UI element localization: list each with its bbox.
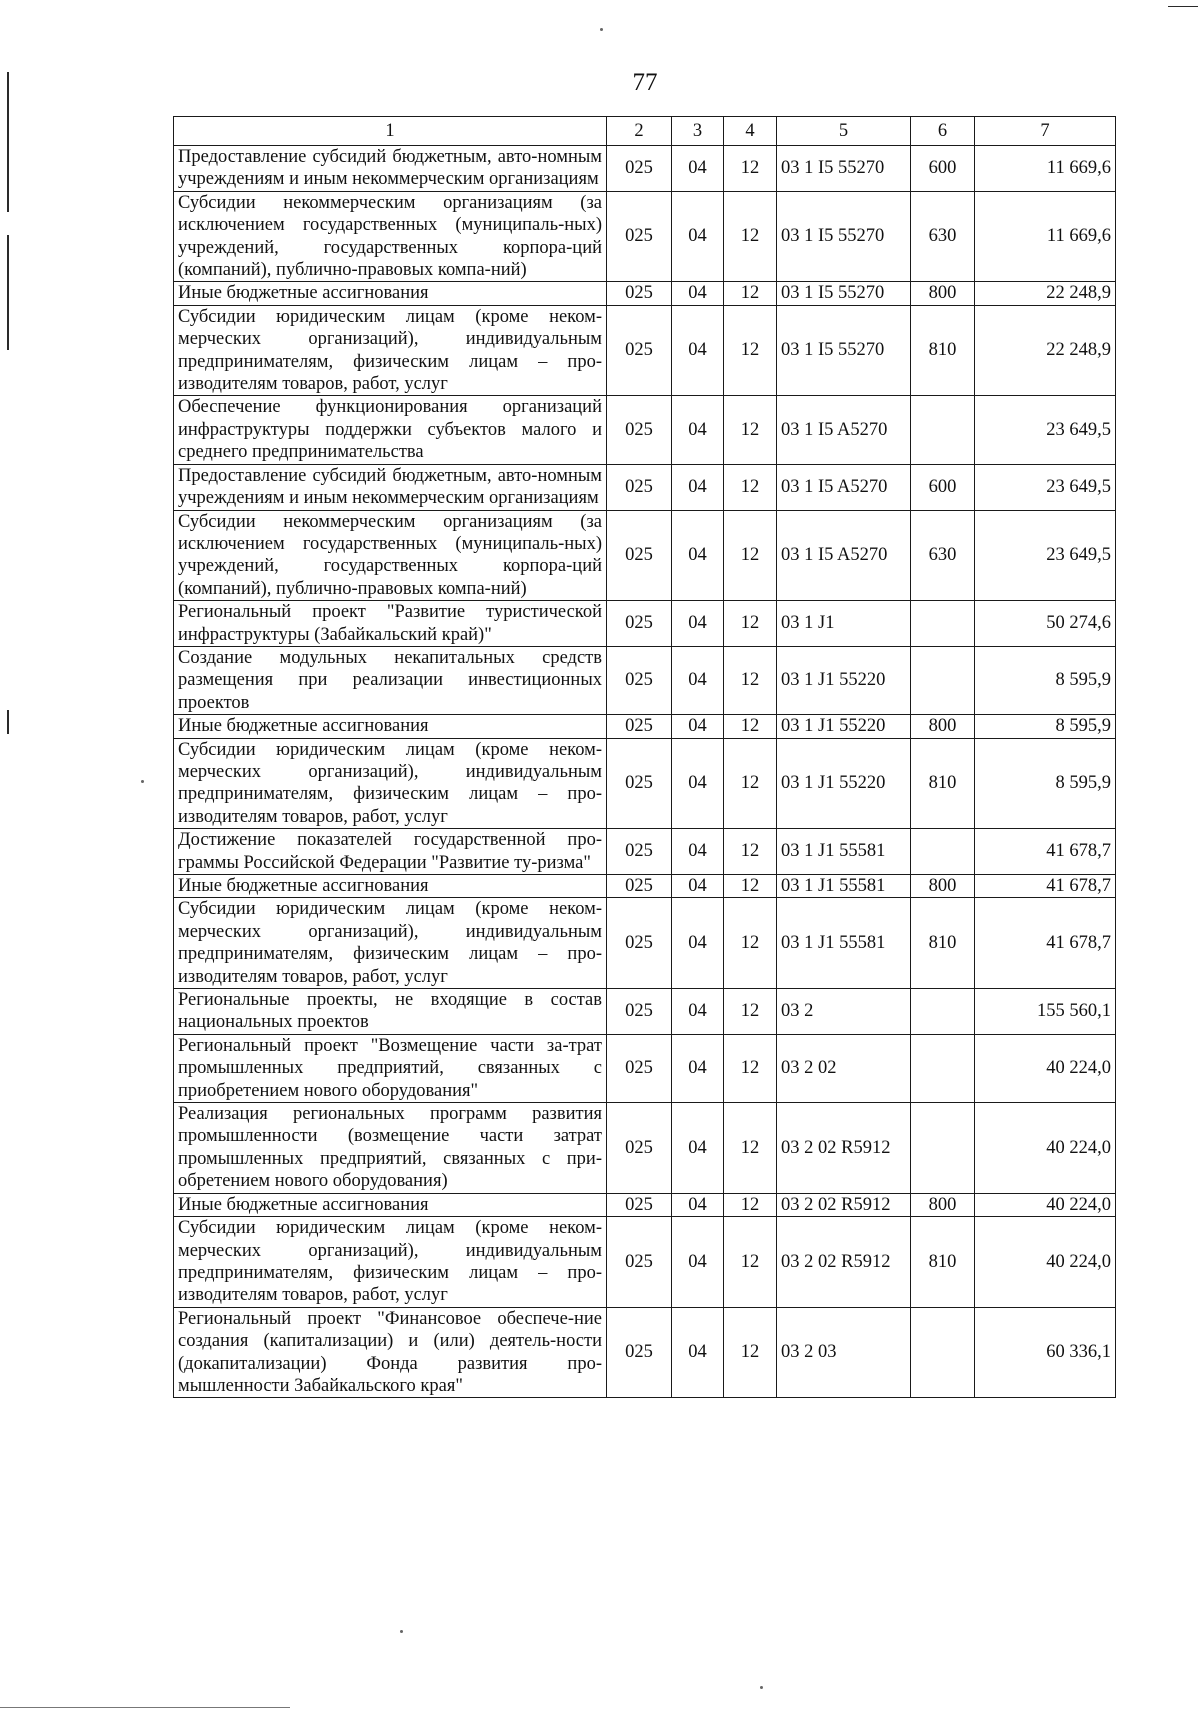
subsection-code-cell: 12 [724, 601, 777, 647]
section-code-cell: 04 [672, 1103, 724, 1194]
section-code-cell: 04 [672, 646, 724, 714]
section-code-cell: 04 [672, 898, 724, 989]
expense-type-cell: 800 [911, 282, 975, 305]
expense-type-cell: 800 [911, 1193, 975, 1216]
scan-margin-line [7, 235, 9, 350]
budget-table [173, 116, 1116, 1398]
expense-type-cell: 630 [911, 510, 975, 601]
subsection-code-cell: 12 [724, 146, 777, 192]
expense-type-cell: 810 [911, 305, 975, 396]
ministry-code-cell: 025 [607, 1103, 672, 1194]
target-article-cell: 03 2 [777, 989, 911, 1035]
subsection-code-cell: 12 [724, 898, 777, 989]
table-row [174, 510, 1116, 601]
target-article-cell: 03 1 I5 55270 [777, 282, 911, 305]
table-row [174, 1034, 1116, 1102]
amount-cell: 8 595,9 [975, 738, 1116, 829]
section-code-cell: 04 [672, 829, 724, 875]
ministry-code-cell: 025 [607, 146, 672, 192]
row-name-cell: Создание модульных некапитальных средств размещения при реализации инвестиционных проектов [174, 646, 607, 714]
table-row [174, 1217, 1116, 1308]
target-article-cell: 03 1 J1 55581 [777, 829, 911, 875]
ministry-code-cell: 025 [607, 989, 672, 1035]
subsection-code-cell: 12 [724, 1307, 777, 1398]
subsection-code-cell: 12 [724, 464, 777, 510]
column-header: 7 [975, 117, 1116, 146]
expense-type-cell [911, 989, 975, 1035]
amount-cell: 22 248,9 [975, 305, 1116, 396]
amount-cell: 41 678,7 [975, 875, 1116, 898]
subsection-code-cell: 12 [724, 305, 777, 396]
section-code-cell: 04 [672, 510, 724, 601]
ministry-code-cell: 025 [607, 305, 672, 396]
scan-speck [600, 28, 603, 31]
subsection-code-cell: 12 [724, 1103, 777, 1194]
row-name-cell: Субсидии некоммерческим организациям (за исключением государственных (муниципаль-ных) учреждений, государственных корпора-ций (компаний), публично-правовых компа-ний) [174, 191, 607, 282]
row-name-cell: Предоставление субсидий бюджетным, авто-номным учреждениям и иным некоммерческим организациям [174, 464, 607, 510]
target-article-cell: 03 2 02 [777, 1034, 911, 1102]
table-row [174, 989, 1116, 1035]
target-article-cell: 03 2 02 R5912 [777, 1103, 911, 1194]
target-article-cell: 03 2 02 R5912 [777, 1193, 911, 1216]
amount-cell: 41 678,7 [975, 898, 1116, 989]
table-row [174, 1307, 1116, 1398]
expense-type-cell [911, 829, 975, 875]
target-article-cell: 03 1 I5 A5270 [777, 464, 911, 510]
ministry-code-cell: 025 [607, 1307, 672, 1398]
amount-cell: 23 649,5 [975, 464, 1116, 510]
section-code-cell: 04 [672, 305, 724, 396]
amount-cell: 23 649,5 [975, 510, 1116, 601]
subsection-code-cell: 12 [724, 1034, 777, 1102]
target-article-cell: 03 1 I5 55270 [777, 305, 911, 396]
subsection-code-cell: 12 [724, 396, 777, 464]
ministry-code-cell: 025 [607, 396, 672, 464]
subsection-code-cell: 12 [724, 989, 777, 1035]
row-name-cell: Иные бюджетные ассигнования [174, 282, 607, 305]
expense-type-cell: 800 [911, 875, 975, 898]
table-row [174, 715, 1116, 738]
row-name-cell: Региональные проекты, не входящие в состав национальных проектов [174, 989, 607, 1035]
section-code-cell: 04 [672, 1307, 724, 1398]
scan-margin-line [1168, 6, 1198, 7]
ministry-code-cell: 025 [607, 738, 672, 829]
subsection-code-cell: 12 [724, 646, 777, 714]
section-code-cell: 04 [672, 1034, 724, 1102]
target-article-cell: 03 1 I5 55270 [777, 191, 911, 282]
column-header: 6 [911, 117, 975, 146]
subsection-code-cell: 12 [724, 282, 777, 305]
target-article-cell: 03 1 J1 55581 [777, 875, 911, 898]
row-name-cell: Иные бюджетные ассигнования [174, 1193, 607, 1216]
column-header: 1 [174, 117, 607, 146]
ministry-code-cell: 025 [607, 715, 672, 738]
row-name-cell: Субсидии юридическим лицам (кроме неком-мерческих организаций), индивидуальным предпринимателям, физическим лицам – про-изводителям товаров, работ, услуг [174, 305, 607, 396]
ministry-code-cell: 025 [607, 898, 672, 989]
table-body [174, 146, 1116, 1398]
ministry-code-cell: 025 [607, 829, 672, 875]
target-article-cell: 03 2 03 [777, 1307, 911, 1398]
target-article-cell: 03 1 I5 A5270 [777, 510, 911, 601]
ministry-code-cell: 025 [607, 875, 672, 898]
ministry-code-cell: 025 [607, 1034, 672, 1102]
ministry-code-cell: 025 [607, 464, 672, 510]
amount-cell: 23 649,5 [975, 396, 1116, 464]
target-article-cell: 03 1 J1 [777, 601, 911, 647]
ministry-code-cell: 025 [607, 601, 672, 647]
amount-cell: 40 224,0 [975, 1103, 1116, 1194]
row-name-cell: Региональный проект "Развитие туристической инфраструктуры (Забайкальский край)" [174, 601, 607, 647]
row-name-cell: Субсидии юридическим лицам (кроме неком-мерческих организаций), индивидуальным предпринимателям, физическим лицам – про-изводителям товаров, работ, услуг [174, 738, 607, 829]
expense-type-cell [911, 646, 975, 714]
section-code-cell: 04 [672, 738, 724, 829]
column-header: 3 [672, 117, 724, 146]
subsection-code-cell: 12 [724, 715, 777, 738]
section-code-cell: 04 [672, 601, 724, 647]
expense-type-cell [911, 1307, 975, 1398]
scan-margin-line [7, 710, 9, 734]
subsection-code-cell: 12 [724, 510, 777, 601]
section-code-cell: 04 [672, 146, 724, 192]
amount-cell: 22 248,9 [975, 282, 1116, 305]
row-name-cell: Предоставление субсидий бюджетным, авто-номным учреждениям и иным некоммерческим организациям [174, 146, 607, 192]
row-name-cell: Достижение показателей государственной про-граммы Российской Федерации "Развитие ту-ризма" [174, 829, 607, 875]
expense-type-cell: 810 [911, 1217, 975, 1308]
section-code-cell: 04 [672, 989, 724, 1035]
table-row [174, 146, 1116, 192]
subsection-code-cell: 12 [724, 1193, 777, 1216]
expense-type-cell: 800 [911, 715, 975, 738]
ministry-code-cell: 025 [607, 282, 672, 305]
scan-speck [760, 1686, 763, 1689]
row-name-cell: Иные бюджетные ассигнования [174, 715, 607, 738]
subsection-code-cell: 12 [724, 875, 777, 898]
table-row [174, 875, 1116, 898]
expense-type-cell: 600 [911, 464, 975, 510]
table-row [174, 829, 1116, 875]
row-name-cell: Реализация региональных программ развития промышленности (возмещение части затрат промышленных предприятий, связанных с при-обретением нового оборудования) [174, 1103, 607, 1194]
table-header-row [174, 117, 1116, 146]
target-article-cell: 03 1 J1 55220 [777, 715, 911, 738]
ministry-code-cell: 025 [607, 1193, 672, 1216]
scan-margin-line [0, 1707, 290, 1708]
section-code-cell: 04 [672, 396, 724, 464]
subsection-code-cell: 12 [724, 191, 777, 282]
amount-cell: 40 224,0 [975, 1034, 1116, 1102]
table-row [174, 282, 1116, 305]
ministry-code-cell: 025 [607, 191, 672, 282]
table-row [174, 601, 1116, 647]
section-code-cell: 04 [672, 464, 724, 510]
row-name-cell: Иные бюджетные ассигнования [174, 875, 607, 898]
expense-type-cell: 600 [911, 146, 975, 192]
column-header: 2 [607, 117, 672, 146]
table-row [174, 1103, 1116, 1194]
column-header: 4 [724, 117, 777, 146]
amount-cell: 11 669,6 [975, 191, 1116, 282]
amount-cell: 11 669,6 [975, 146, 1116, 192]
table-row [174, 396, 1116, 464]
ministry-code-cell: 025 [607, 1217, 672, 1308]
section-code-cell: 04 [672, 875, 724, 898]
amount-cell: 8 595,9 [975, 646, 1116, 714]
page-number: 77 [632, 69, 658, 96]
section-code-cell: 04 [672, 191, 724, 282]
amount-cell: 60 336,1 [975, 1307, 1116, 1398]
target-article-cell: 03 1 J1 55220 [777, 646, 911, 714]
row-name-cell: Региональный проект "Финансовое обеспече-ние создания (капитализации) и (или) деятель-ности (докапитализации) Фонда развития про-мышленности Забайкальского края" [174, 1307, 607, 1398]
amount-cell: 41 678,7 [975, 829, 1116, 875]
section-code-cell: 04 [672, 1193, 724, 1216]
column-header: 5 [777, 117, 911, 146]
table-row [174, 646, 1116, 714]
expense-type-cell: 630 [911, 191, 975, 282]
subsection-code-cell: 12 [724, 1217, 777, 1308]
subsection-code-cell: 12 [724, 738, 777, 829]
expense-type-cell [911, 396, 975, 464]
target-article-cell: 03 1 I5 A5270 [777, 396, 911, 464]
expense-type-cell [911, 1103, 975, 1194]
amount-cell: 155 560,1 [975, 989, 1116, 1035]
section-code-cell: 04 [672, 1217, 724, 1308]
expense-type-cell: 810 [911, 738, 975, 829]
target-article-cell: 03 1 J1 55220 [777, 738, 911, 829]
scan-speck [400, 1630, 403, 1633]
row-name-cell: Региональный проект "Возмещение части за-трат промышленных предприятий, связанных с приобретением нового оборудования" [174, 1034, 607, 1102]
expense-type-cell [911, 601, 975, 647]
amount-cell: 8 595,9 [975, 715, 1116, 738]
section-code-cell: 04 [672, 282, 724, 305]
row-name-cell: Субсидии юридическим лицам (кроме неком-мерческих организаций), индивидуальным предпринимателям, физическим лицам – про-изводителям товаров, работ, услуг [174, 1217, 607, 1308]
table-row [174, 464, 1116, 510]
section-code-cell: 04 [672, 715, 724, 738]
row-name-cell: Обеспечение функционирования организаций инфраструктуры поддержки субъектов малого и среднего предпринимательства [174, 396, 607, 464]
row-name-cell: Субсидии юридическим лицам (кроме неком-мерческих организаций), индивидуальным предпринимателям, физическим лицам – про-изводителям товаров, работ, услуг [174, 898, 607, 989]
amount-cell: 40 224,0 [975, 1193, 1116, 1216]
ministry-code-cell: 025 [607, 646, 672, 714]
table-row [174, 191, 1116, 282]
amount-cell: 40 224,0 [975, 1217, 1116, 1308]
target-article-cell: 03 1 J1 55581 [777, 898, 911, 989]
expense-type-cell [911, 1034, 975, 1102]
amount-cell: 50 274,6 [975, 601, 1116, 647]
target-article-cell: 03 1 I5 55270 [777, 146, 911, 192]
table-row [174, 305, 1116, 396]
table-row [174, 898, 1116, 989]
ministry-code-cell: 025 [607, 510, 672, 601]
target-article-cell: 03 2 02 R5912 [777, 1217, 911, 1308]
table-row [174, 1193, 1116, 1216]
expense-type-cell: 810 [911, 898, 975, 989]
subsection-code-cell: 12 [724, 829, 777, 875]
table-row [174, 738, 1116, 829]
row-name-cell: Субсидии некоммерческим организациям (за исключением государственных (муниципаль-ных) учреждений, государственных корпора-ций (компаний), публично-правовых компа-ний) [174, 510, 607, 601]
scan-speck [141, 780, 144, 783]
